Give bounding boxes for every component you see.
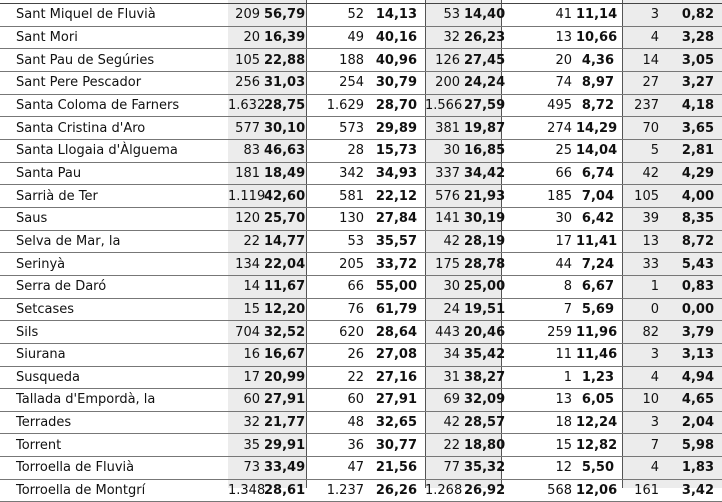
percent-cell: 4,36 <box>576 49 622 72</box>
percent-cell: 16,67 <box>264 343 306 366</box>
municipality-name: Sarrià de Ter <box>0 185 228 208</box>
municipality-name: Santa Cristina d'Aro <box>0 117 228 140</box>
percent-cell: 29,91 <box>264 434 306 457</box>
table-row <box>0 298 722 321</box>
percent-cell: 22,12 <box>368 185 425 208</box>
percent-cell: 0,83 <box>663 275 722 298</box>
count-cell: 0 <box>622 298 663 321</box>
count-cell: 74 <box>501 71 576 94</box>
municipality-name: Saus <box>0 207 228 230</box>
table-row <box>0 457 722 480</box>
percent-cell: 20,46 <box>464 321 501 344</box>
municipality-name: Serra de Daró <box>0 275 228 298</box>
count-cell: 141 <box>425 207 464 230</box>
count-cell: 1.119 <box>228 185 264 208</box>
percent-cell: 32,52 <box>264 321 306 344</box>
count-cell: 70 <box>622 117 663 140</box>
count-cell: 30 <box>425 139 464 162</box>
count-cell: 14 <box>228 275 264 298</box>
municipality-name: Susqueda <box>0 366 228 389</box>
percent-cell: 21,93 <box>464 185 501 208</box>
count-cell: 254 <box>306 71 368 94</box>
count-cell: 237 <box>622 94 663 117</box>
count-cell: 34 <box>425 343 464 366</box>
percent-cell: 0,00 <box>663 298 722 321</box>
count-cell: 620 <box>306 321 368 344</box>
count-cell: 53 <box>425 4 464 26</box>
count-cell: 568 <box>501 479 576 502</box>
count-cell: 22 <box>425 434 464 457</box>
count-cell: 22 <box>228 230 264 253</box>
count-cell: 576 <box>425 185 464 208</box>
municipality-name: Sant Mori <box>0 26 228 49</box>
count-cell: 77 <box>425 457 464 480</box>
count-cell: 1.632 <box>228 94 264 117</box>
percent-cell: 4,00 <box>663 185 722 208</box>
percent-cell: 16,85 <box>464 139 501 162</box>
percent-cell: 27,91 <box>368 389 425 412</box>
percent-cell: 28,61 <box>264 479 306 502</box>
count-cell: 161 <box>622 479 663 502</box>
count-cell: 1.268 <box>425 479 464 502</box>
percent-cell: 8,72 <box>576 94 622 117</box>
percent-cell: 12,82 <box>576 434 622 457</box>
percent-cell: 7,24 <box>576 253 622 276</box>
percent-cell: 3,79 <box>663 321 722 344</box>
count-cell: 28 <box>306 139 368 162</box>
percent-cell: 12,20 <box>264 298 306 321</box>
table-row <box>0 389 722 412</box>
percent-cell: 2,81 <box>663 139 722 162</box>
count-cell: 3 <box>622 343 663 366</box>
count-cell: 83 <box>228 139 264 162</box>
percent-cell: 34,93 <box>368 162 425 185</box>
percent-cell: 32,09 <box>464 389 501 412</box>
percent-cell: 1,83 <box>663 457 722 480</box>
percent-cell: 28,70 <box>368 94 425 117</box>
table-body <box>0 4 722 502</box>
percent-cell: 12,06 <box>576 479 622 502</box>
percent-cell: 7,04 <box>576 185 622 208</box>
table-row <box>0 343 722 366</box>
count-cell: 60 <box>306 389 368 412</box>
percent-cell: 6,42 <box>576 207 622 230</box>
count-cell: 20 <box>228 26 264 49</box>
percent-cell: 30,77 <box>368 434 425 457</box>
count-cell: 41 <box>501 4 576 26</box>
percent-cell: 40,96 <box>368 49 425 72</box>
percent-cell: 27,45 <box>464 49 501 72</box>
count-cell: 1.348 <box>228 479 264 502</box>
percent-cell: 19,51 <box>464 298 501 321</box>
table-row <box>0 26 722 49</box>
table-row <box>0 434 722 457</box>
table-row <box>0 230 722 253</box>
municipality-name: Serinyà <box>0 253 228 276</box>
count-cell: 15 <box>228 298 264 321</box>
table-row <box>0 411 722 434</box>
percent-cell: 28,64 <box>368 321 425 344</box>
percent-cell: 18,49 <box>264 162 306 185</box>
count-cell: 82 <box>622 321 663 344</box>
municipality-name: Santa Llogaia d'Àlguema <box>0 139 228 162</box>
count-cell: 8 <box>501 275 576 298</box>
percent-cell: 11,14 <box>576 4 622 26</box>
count-cell: 42 <box>622 162 663 185</box>
count-cell: 30 <box>425 275 464 298</box>
percent-cell: 14,29 <box>576 117 622 140</box>
count-cell: 30 <box>501 207 576 230</box>
percent-cell: 6,74 <box>576 162 622 185</box>
count-cell: 32 <box>228 411 264 434</box>
percent-cell: 3,05 <box>663 49 722 72</box>
percent-cell: 3,13 <box>663 343 722 366</box>
count-cell: 1.237 <box>306 479 368 502</box>
count-cell: 4 <box>622 366 663 389</box>
percent-cell: 35,32 <box>464 457 501 480</box>
percent-cell: 2,04 <box>663 411 722 434</box>
municipality-name: Setcases <box>0 298 228 321</box>
percent-cell: 5,50 <box>576 457 622 480</box>
count-cell: 259 <box>501 321 576 344</box>
municipality-name: Torrent <box>0 434 228 457</box>
count-cell: 69 <box>425 389 464 412</box>
count-cell: 1.629 <box>306 94 368 117</box>
percent-cell: 21,77 <box>264 411 306 434</box>
count-cell: 66 <box>501 162 576 185</box>
percent-cell: 24,24 <box>464 71 501 94</box>
percent-cell: 3,42 <box>663 479 722 502</box>
municipality-results-table <box>0 4 722 502</box>
percent-cell: 33,72 <box>368 253 425 276</box>
count-cell: 12 <box>501 457 576 480</box>
count-cell: 4 <box>622 26 663 49</box>
percent-cell: 8,72 <box>663 230 722 253</box>
table-row <box>0 117 722 140</box>
percent-cell: 11,96 <box>576 321 622 344</box>
count-cell: 49 <box>306 26 368 49</box>
percent-cell: 8,35 <box>663 207 722 230</box>
percent-cell: 27,84 <box>368 207 425 230</box>
count-cell: 3 <box>622 411 663 434</box>
municipality-name: Santa Pau <box>0 162 228 185</box>
percent-cell: 12,24 <box>576 411 622 434</box>
percent-cell: 35,57 <box>368 230 425 253</box>
table-row <box>0 185 722 208</box>
count-cell: 7 <box>501 298 576 321</box>
municipality-name: Santa Coloma de Farners <box>0 94 228 117</box>
percent-cell: 8,97 <box>576 71 622 94</box>
municipality-name: Sils <box>0 321 228 344</box>
count-cell: 105 <box>228 49 264 72</box>
percent-cell: 4,94 <box>663 366 722 389</box>
count-cell: 16 <box>228 343 264 366</box>
percent-cell: 34,42 <box>464 162 501 185</box>
percent-cell: 29,89 <box>368 117 425 140</box>
municipality-name: Torroella de Fluvià <box>0 457 228 480</box>
percent-cell: 4,29 <box>663 162 722 185</box>
count-cell: 200 <box>425 71 464 94</box>
count-cell: 181 <box>228 162 264 185</box>
table-row <box>0 275 722 298</box>
percent-cell: 42,60 <box>264 185 306 208</box>
count-cell: 36 <box>306 434 368 457</box>
percent-cell: 25,70 <box>264 207 306 230</box>
municipality-name: Terrades <box>0 411 228 434</box>
percent-cell: 14,40 <box>464 4 501 26</box>
percent-cell: 31,03 <box>264 71 306 94</box>
count-cell: 581 <box>306 185 368 208</box>
table-row <box>0 366 722 389</box>
table-row <box>0 49 722 72</box>
percent-cell: 27,91 <box>264 389 306 412</box>
count-cell: 26 <box>306 343 368 366</box>
count-cell: 13 <box>501 26 576 49</box>
count-cell: 39 <box>622 207 663 230</box>
count-cell: 7 <box>622 434 663 457</box>
count-cell: 4 <box>622 457 663 480</box>
percent-cell: 5,43 <box>663 253 722 276</box>
count-cell: 73 <box>228 457 264 480</box>
count-cell: 1 <box>622 275 663 298</box>
percent-cell: 46,63 <box>264 139 306 162</box>
count-cell: 66 <box>306 275 368 298</box>
count-cell: 42 <box>425 230 464 253</box>
table-row <box>0 479 722 502</box>
percent-cell: 28,57 <box>464 411 501 434</box>
count-cell: 15 <box>501 434 576 457</box>
table-row <box>0 4 722 26</box>
count-cell: 27 <box>622 71 663 94</box>
percent-cell: 4,65 <box>663 389 722 412</box>
municipality-name: Sant Pere Pescador <box>0 71 228 94</box>
count-cell: 76 <box>306 298 368 321</box>
percent-cell: 16,39 <box>264 26 306 49</box>
percent-cell: 27,59 <box>464 94 501 117</box>
count-cell: 126 <box>425 49 464 72</box>
percent-cell: 14,77 <box>264 230 306 253</box>
count-cell: 25 <box>501 139 576 162</box>
table-row <box>0 321 722 344</box>
count-cell: 47 <box>306 457 368 480</box>
percent-cell: 40,16 <box>368 26 425 49</box>
percent-cell: 33,49 <box>264 457 306 480</box>
count-cell: 256 <box>228 71 264 94</box>
table-row <box>0 162 722 185</box>
count-cell: 381 <box>425 117 464 140</box>
percent-cell: 1,23 <box>576 366 622 389</box>
count-cell: 1.566 <box>425 94 464 117</box>
percent-cell: 27,08 <box>368 343 425 366</box>
count-cell: 495 <box>501 94 576 117</box>
count-cell: 18 <box>501 411 576 434</box>
percent-cell: 10,66 <box>576 26 622 49</box>
percent-cell: 30,10 <box>264 117 306 140</box>
percent-cell: 5,69 <box>576 298 622 321</box>
count-cell: 13 <box>622 230 663 253</box>
percent-cell: 5,98 <box>663 434 722 457</box>
percent-cell: 18,80 <box>464 434 501 457</box>
percent-cell: 3,27 <box>663 71 722 94</box>
count-cell: 32 <box>425 26 464 49</box>
percent-cell: 56,79 <box>264 4 306 26</box>
percent-cell: 3,65 <box>663 117 722 140</box>
count-cell: 209 <box>228 4 264 26</box>
municipality-name: Selva de Mar, la <box>0 230 228 253</box>
percent-cell: 38,27 <box>464 366 501 389</box>
count-cell: 13 <box>501 389 576 412</box>
percent-cell: 20,99 <box>264 366 306 389</box>
count-cell: 17 <box>501 230 576 253</box>
count-cell: 577 <box>228 117 264 140</box>
count-cell: 105 <box>622 185 663 208</box>
percent-cell: 22,88 <box>264 49 306 72</box>
percent-cell: 6,05 <box>576 389 622 412</box>
count-cell: 274 <box>501 117 576 140</box>
percent-cell: 19,87 <box>464 117 501 140</box>
percent-cell: 11,46 <box>576 343 622 366</box>
count-cell: 5 <box>622 139 663 162</box>
municipality-name: Sant Miquel de Fluvià <box>0 4 228 26</box>
count-cell: 33 <box>622 253 663 276</box>
count-cell: 573 <box>306 117 368 140</box>
percent-cell: 0,82 <box>663 4 722 26</box>
percent-cell: 26,23 <box>464 26 501 49</box>
percent-cell: 30,79 <box>368 71 425 94</box>
count-cell: 342 <box>306 162 368 185</box>
count-cell: 205 <box>306 253 368 276</box>
count-cell: 120 <box>228 207 264 230</box>
count-cell: 53 <box>306 230 368 253</box>
percent-cell: 4,18 <box>663 94 722 117</box>
count-cell: 188 <box>306 49 368 72</box>
count-cell: 14 <box>622 49 663 72</box>
count-cell: 31 <box>425 366 464 389</box>
table-row <box>0 139 722 162</box>
municipality-name: Torroella de Montgrí <box>0 479 228 502</box>
table-row <box>0 253 722 276</box>
percent-cell: 30,19 <box>464 207 501 230</box>
count-cell: 11 <box>501 343 576 366</box>
count-cell: 175 <box>425 253 464 276</box>
count-cell: 22 <box>306 366 368 389</box>
percent-cell: 28,19 <box>464 230 501 253</box>
municipality-name: Tallada d'Empordà, la <box>0 389 228 412</box>
percent-cell: 28,75 <box>264 94 306 117</box>
count-cell: 17 <box>228 366 264 389</box>
percent-cell: 32,65 <box>368 411 425 434</box>
count-cell: 134 <box>228 253 264 276</box>
count-cell: 185 <box>501 185 576 208</box>
count-cell: 10 <box>622 389 663 412</box>
count-cell: 130 <box>306 207 368 230</box>
count-cell: 48 <box>306 411 368 434</box>
percent-cell: 25,00 <box>464 275 501 298</box>
percent-cell: 21,56 <box>368 457 425 480</box>
percent-cell: 27,16 <box>368 366 425 389</box>
count-cell: 60 <box>228 389 264 412</box>
percent-cell: 15,73 <box>368 139 425 162</box>
count-cell: 44 <box>501 253 576 276</box>
percent-cell: 26,92 <box>464 479 501 502</box>
percent-cell: 6,67 <box>576 275 622 298</box>
count-cell: 443 <box>425 321 464 344</box>
count-cell: 337 <box>425 162 464 185</box>
count-cell: 1 <box>501 366 576 389</box>
table-row <box>0 207 722 230</box>
count-cell: 3 <box>622 4 663 26</box>
count-cell: 24 <box>425 298 464 321</box>
percent-cell: 14,13 <box>368 4 425 26</box>
count-cell: 20 <box>501 49 576 72</box>
percent-cell: 35,42 <box>464 343 501 366</box>
count-cell: 35 <box>228 434 264 457</box>
percent-cell: 3,28 <box>663 26 722 49</box>
count-cell: 42 <box>425 411 464 434</box>
table-row <box>0 94 722 117</box>
percent-cell: 22,04 <box>264 253 306 276</box>
count-cell: 52 <box>306 4 368 26</box>
count-cell: 704 <box>228 321 264 344</box>
municipality-name: Sant Pau de Segúries <box>0 49 228 72</box>
percent-cell: 28,78 <box>464 253 501 276</box>
percent-cell: 14,04 <box>576 139 622 162</box>
percent-cell: 26,26 <box>368 479 425 502</box>
municipality-name: Siurana <box>0 343 228 366</box>
percent-cell: 11,67 <box>264 275 306 298</box>
percent-cell: 11,41 <box>576 230 622 253</box>
table-row <box>0 71 722 94</box>
percent-cell: 61,79 <box>368 298 425 321</box>
percent-cell: 55,00 <box>368 275 425 298</box>
